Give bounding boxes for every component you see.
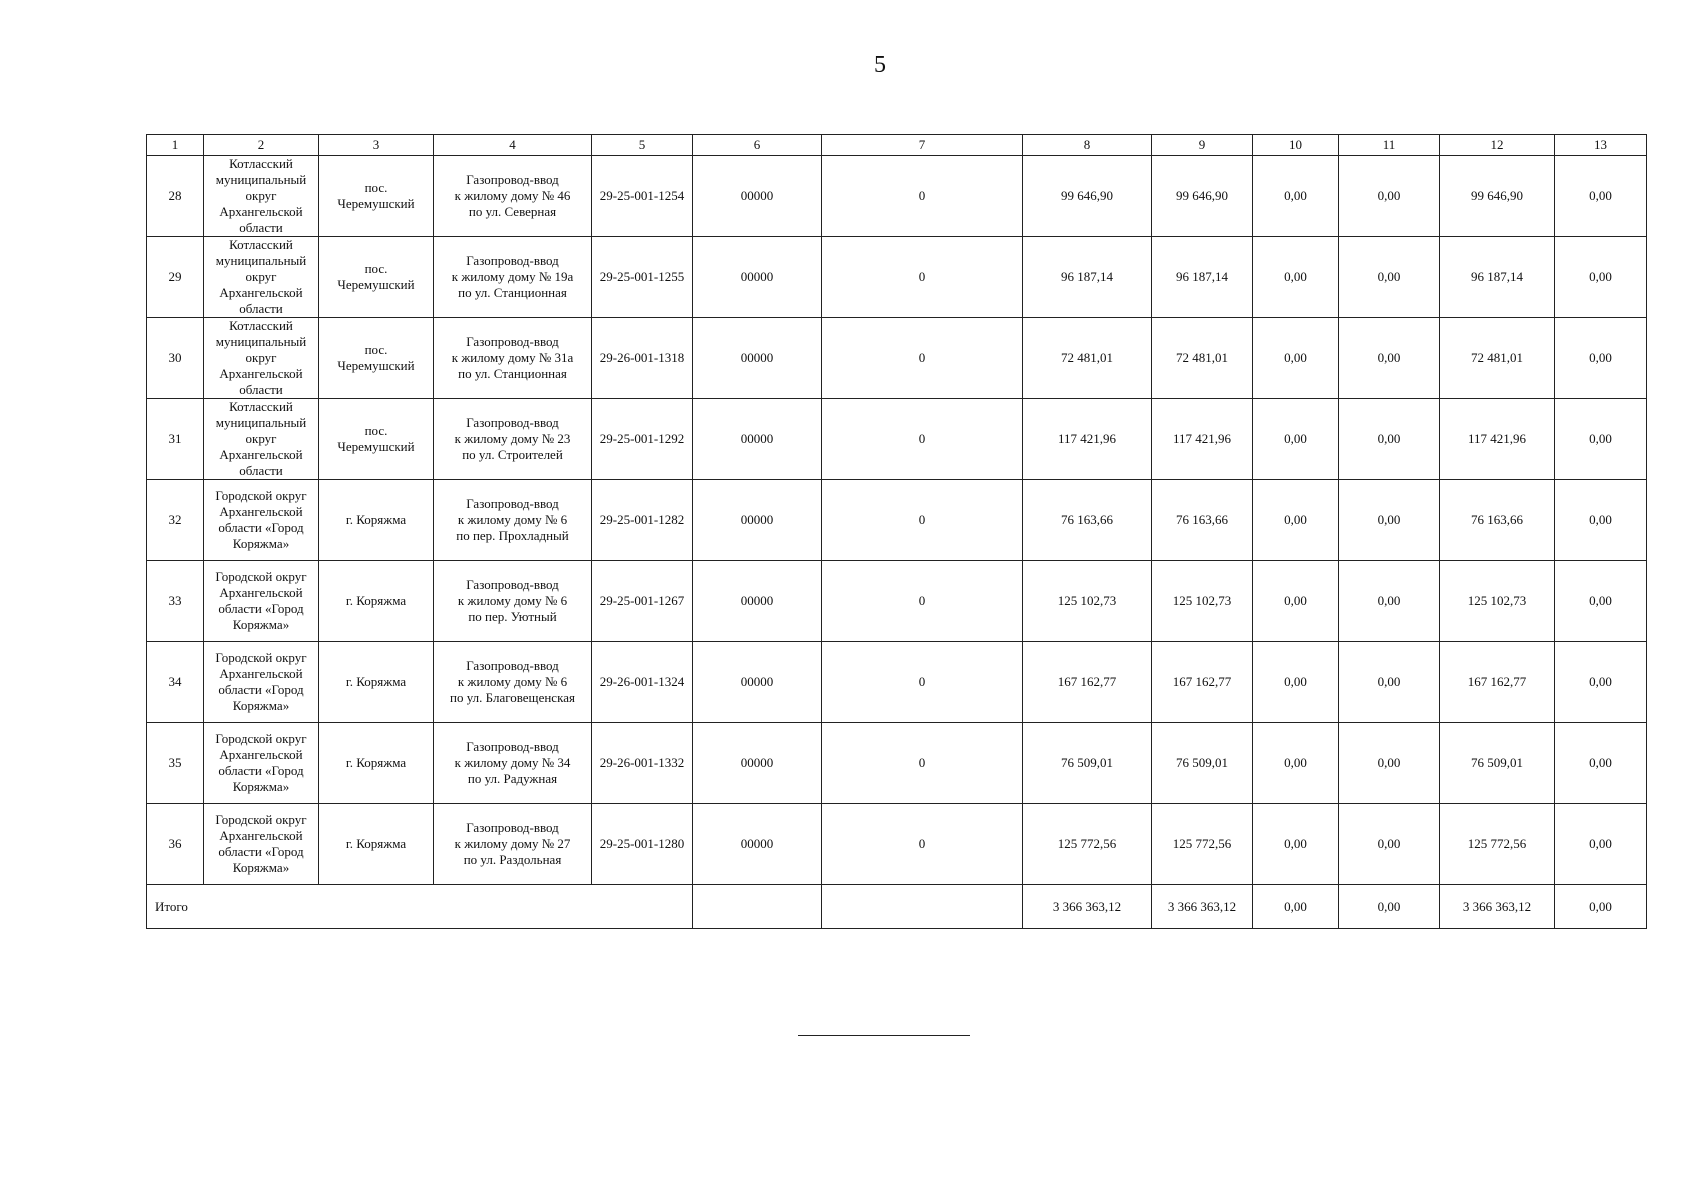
table-cell-col-12: 117 421,96: [1440, 399, 1555, 480]
table-cell-col-4: Газопровод-ввод к жилому дому № 6 по ул. Благовещенская: [434, 642, 592, 723]
table-cell-col-11: 0,00: [1339, 480, 1440, 561]
column-header: 11: [1339, 135, 1440, 156]
table-cell-col-6: 00000: [693, 723, 822, 804]
column-header: 8: [1023, 135, 1152, 156]
table-cell-col-4: Газопровод-ввод к жилому дому № 31а по ул. Станционная: [434, 318, 592, 399]
table-body: [147, 156, 1647, 929]
table-cell-col-13: 0,00: [1555, 561, 1647, 642]
table-cell-col-11: 0,00: [1339, 561, 1440, 642]
table-cell-col-13: 0,00: [1555, 642, 1647, 723]
table-cell-col-8: 125 772,56: [1023, 804, 1152, 885]
table-cell-col-5: 29-25-001-1292: [592, 399, 693, 480]
table-cell-col-10: 0,00: [1253, 480, 1339, 561]
table-cell-col-1: 30: [147, 318, 204, 399]
table-cell-col-6: 00000: [693, 237, 822, 318]
table-cell-col-7: 0: [822, 156, 1023, 237]
table-cell-col-10: 0,00: [1253, 723, 1339, 804]
column-header: 2: [204, 135, 319, 156]
table-cell-col-6: 00000: [693, 318, 822, 399]
table-cell-col-10: 0,00: [1253, 156, 1339, 237]
table-cell-col-8: 76 163,66: [1023, 480, 1152, 561]
table-cell-col-8: 76 509,01: [1023, 723, 1152, 804]
table-cell-col-12: 125 102,73: [1440, 561, 1555, 642]
table-cell-col-6: 00000: [693, 561, 822, 642]
table-cell-col-7: 0: [822, 561, 1023, 642]
table-cell-col-5: 29-26-001-1324: [592, 642, 693, 723]
column-header: 7: [822, 135, 1023, 156]
table-cell-col-10: 0,00: [1253, 642, 1339, 723]
table-cell-col-5: 29-25-001-1282: [592, 480, 693, 561]
table-cell-col-5: 29-26-001-1318: [592, 318, 693, 399]
column-header: 1: [147, 135, 204, 156]
table-cell-col-13: 0,00: [1555, 804, 1647, 885]
table-row: [147, 642, 1647, 723]
table-row: [147, 318, 1647, 399]
table-cell-col-7: 0: [822, 399, 1023, 480]
column-header: 12: [1440, 135, 1555, 156]
table-cell-col-9: 125 772,56: [1152, 804, 1253, 885]
table-cell-col-3: г. Коряжма: [319, 480, 434, 561]
table-cell-col-8: 167 162,77: [1023, 642, 1152, 723]
table-cell-col-12: 125 772,56: [1440, 804, 1555, 885]
table-cell-col-3: г. Коряжма: [319, 723, 434, 804]
table-cell-col-2: Городской округ Архангельской области «Город Коряжма»: [204, 723, 319, 804]
table-cell-col-7: 0: [822, 318, 1023, 399]
page-number: 5: [874, 52, 886, 78]
table-cell-col-1: 33: [147, 561, 204, 642]
total-cell-9: 3 366 363,12: [1152, 885, 1253, 929]
table-cell-col-9: 167 162,77: [1152, 642, 1253, 723]
table-cell-col-8: 72 481,01: [1023, 318, 1152, 399]
table-cell-col-4: Газопровод-ввод к жилому дому № 6 по пер. Прохладный: [434, 480, 592, 561]
table-cell-col-6: 00000: [693, 156, 822, 237]
table-cell-col-1: 29: [147, 237, 204, 318]
column-header: 4: [434, 135, 592, 156]
table-cell-col-11: 0,00: [1339, 318, 1440, 399]
table-cell-col-3: г. Коряжма: [319, 804, 434, 885]
table-cell-col-11: 0,00: [1339, 642, 1440, 723]
table-cell-col-9: 76 509,01: [1152, 723, 1253, 804]
table-cell-col-13: 0,00: [1555, 318, 1647, 399]
table-cell-col-13: 0,00: [1555, 723, 1647, 804]
table-cell-col-13: 0,00: [1555, 399, 1647, 480]
table-cell-col-12: 96 187,14: [1440, 237, 1555, 318]
table-cell-col-4: Газопровод-ввод к жилому дому № 27 по ул. Раздольная: [434, 804, 592, 885]
table-cell-col-6: 00000: [693, 642, 822, 723]
table-cell-col-11: 0,00: [1339, 804, 1440, 885]
table-cell-col-10: 0,00: [1253, 237, 1339, 318]
table-cell-col-3: пос. Черемушский: [319, 399, 434, 480]
table-row: [147, 723, 1647, 804]
table-cell-col-9: 117 421,96: [1152, 399, 1253, 480]
table-cell-col-1: 36: [147, 804, 204, 885]
column-header: 5: [592, 135, 693, 156]
column-header: 13: [1555, 135, 1647, 156]
table-cell-col-8: 117 421,96: [1023, 399, 1152, 480]
table-cell-col-11: 0,00: [1339, 237, 1440, 318]
column-header: 6: [693, 135, 822, 156]
total-cell-13: 0,00: [1555, 885, 1647, 929]
table-cell-col-4: Газопровод-ввод к жилому дому № 6 по пер. Уютный: [434, 561, 592, 642]
table-row: [147, 237, 1647, 318]
total-cell-6: [693, 885, 822, 929]
table-cell-col-5: 29-26-001-1332: [592, 723, 693, 804]
table-cell-col-5: 29-25-001-1280: [592, 804, 693, 885]
table-cell-col-12: 76 163,66: [1440, 480, 1555, 561]
table-row: [147, 480, 1647, 561]
table-cell-col-9: 125 102,73: [1152, 561, 1253, 642]
total-cell-8: 3 366 363,12: [1023, 885, 1152, 929]
table-cell-col-11: 0,00: [1339, 156, 1440, 237]
table-cell-col-6: 00000: [693, 399, 822, 480]
register-table: [146, 134, 1647, 929]
table-cell-col-6: 00000: [693, 804, 822, 885]
table-cell-col-8: 99 646,90: [1023, 156, 1152, 237]
table-cell-col-7: 0: [822, 723, 1023, 804]
table-cell-col-7: 0: [822, 480, 1023, 561]
table-cell-col-2: Городской округ Архангельской области «Город Коряжма»: [204, 480, 319, 561]
table-cell-col-2: Котласский муниципальный округ Архангельской области: [204, 318, 319, 399]
table-row: [147, 156, 1647, 237]
table-cell-col-1: 31: [147, 399, 204, 480]
table-cell-col-4: Газопровод-ввод к жилому дому № 19а по ул. Станционная: [434, 237, 592, 318]
table-cell-col-2: Котласский муниципальный округ Архангельской области: [204, 237, 319, 318]
table-cell-col-10: 0,00: [1253, 561, 1339, 642]
table-cell-col-2: Котласский муниципальный округ Архангельской области: [204, 399, 319, 480]
footer-divider: [798, 1035, 970, 1036]
table-cell-col-9: 99 646,90: [1152, 156, 1253, 237]
table-cell-col-7: 0: [822, 237, 1023, 318]
table-cell-col-13: 0,00: [1555, 156, 1647, 237]
table-cell-col-8: 96 187,14: [1023, 237, 1152, 318]
table-cell-col-1: 32: [147, 480, 204, 561]
table-row: [147, 561, 1647, 642]
table-cell-col-3: г. Коряжма: [319, 561, 434, 642]
table-cell-col-2: Городской округ Архангельской области «Город Коряжма»: [204, 642, 319, 723]
table-cell-col-13: 0,00: [1555, 237, 1647, 318]
table-cell-col-10: 0,00: [1253, 804, 1339, 885]
table-cell-col-1: 35: [147, 723, 204, 804]
table-row: [147, 804, 1647, 885]
table-cell-col-4: Газопровод-ввод к жилому дому № 46 по ул. Северная: [434, 156, 592, 237]
table-row: [147, 399, 1647, 480]
table-cell-col-1: 28: [147, 156, 204, 237]
table-cell-col-9: 96 187,14: [1152, 237, 1253, 318]
table-cell-col-8: 125 102,73: [1023, 561, 1152, 642]
table-cell-col-7: 0: [822, 804, 1023, 885]
table-cell-col-5: 29-25-001-1255: [592, 237, 693, 318]
total-cell-12: 3 366 363,12: [1440, 885, 1555, 929]
table-cell-col-2: Городской округ Архангельской области «Город Коряжма»: [204, 561, 319, 642]
table-cell-col-1: 34: [147, 642, 204, 723]
table-cell-col-4: Газопровод-ввод к жилому дому № 23 по ул. Строителей: [434, 399, 592, 480]
table-cell-col-3: пос. Черемушский: [319, 156, 434, 237]
total-row: [147, 885, 1647, 929]
table-cell-col-2: Котласский муниципальный округ Архангельской области: [204, 156, 319, 237]
table-cell-col-7: 0: [822, 642, 1023, 723]
table-cell-col-5: 29-25-001-1254: [592, 156, 693, 237]
table-cell-col-3: г. Коряжма: [319, 642, 434, 723]
table-cell-col-10: 0,00: [1253, 318, 1339, 399]
table-cell-col-3: пос. Черемушский: [319, 237, 434, 318]
table-cell-col-12: 72 481,01: [1440, 318, 1555, 399]
table-cell-col-5: 29-25-001-1267: [592, 561, 693, 642]
table-cell-col-13: 0,00: [1555, 480, 1647, 561]
table-cell-col-3: пос. Черемушский: [319, 318, 434, 399]
table-cell-col-9: 72 481,01: [1152, 318, 1253, 399]
total-label: Итого: [147, 885, 693, 929]
table-cell-col-6: 00000: [693, 480, 822, 561]
table-cell-col-12: 76 509,01: [1440, 723, 1555, 804]
column-header: 9: [1152, 135, 1253, 156]
table-cell-col-12: 167 162,77: [1440, 642, 1555, 723]
table-cell-col-4: Газопровод-ввод к жилому дому № 34 по ул. Радужная: [434, 723, 592, 804]
table-cell-col-11: 0,00: [1339, 399, 1440, 480]
table-cell-col-9: 76 163,66: [1152, 480, 1253, 561]
column-number-row: [147, 135, 1647, 156]
table-cell-col-11: 0,00: [1339, 723, 1440, 804]
total-cell-10: 0,00: [1253, 885, 1339, 929]
table-cell-col-10: 0,00: [1253, 399, 1339, 480]
column-header: 3: [319, 135, 434, 156]
column-header: 10: [1253, 135, 1339, 156]
table-cell-col-12: 99 646,90: [1440, 156, 1555, 237]
total-cell-11: 0,00: [1339, 885, 1440, 929]
total-cell-7: [822, 885, 1023, 929]
table-cell-col-2: Городской округ Архангельской области «Город Коряжма»: [204, 804, 319, 885]
